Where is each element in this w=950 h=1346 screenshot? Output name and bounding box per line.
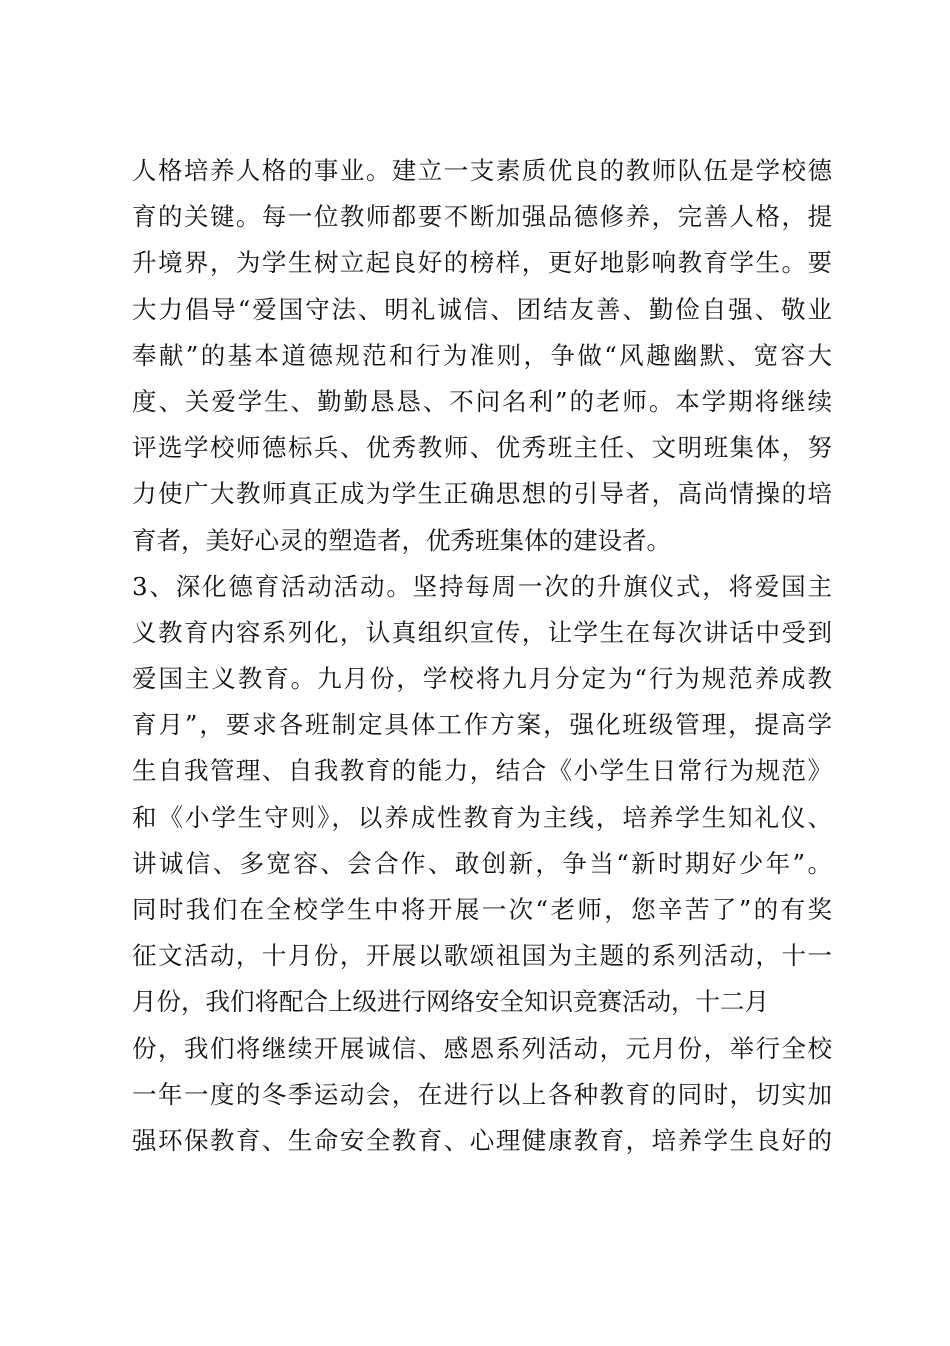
paragraph-end-line: 育者，美好心灵的塑造者，优秀班集体的建设者。 — [132, 525, 671, 555]
text-line: 征文活动，十月份，开展以歌颂祖国为主题的系列活动，十一 — [132, 941, 832, 971]
text-line: 力使广大教师真正成为学生正确思想的引导者，高尚情操的培 — [132, 479, 832, 509]
text-line: 同时我们在全校学生中将开展一次“老师，您辛苦了”的有奖 — [132, 895, 832, 924]
text-line: 评选学校师德标兵、优秀教师、优秀班主任、文明班集体，努 — [132, 433, 832, 463]
text-line: 讲诚信、多宽容、会合作、敢创新，争当“新时期好少年”。 — [132, 848, 832, 878]
text-line: 义教育内容系列化，认真组织宣传，让学生在每次讲话中受到 — [132, 617, 832, 647]
text-line: 育月”，要求各班制定具体工作方案，强化班级管理，提高学 — [132, 710, 832, 740]
text-line: 大力倡导“爱国守法、明礼诚信、团结友善、勤俭自强、敬业 — [132, 294, 832, 324]
body-text — [132, 148, 832, 1164]
text-line: 强环保教育、生命安全教育、心理健康教育，培养学生良好的 — [132, 1125, 832, 1155]
text-line: 和《小学生守则》，以养成性教育为主线，培养学生知礼仪、 — [132, 802, 832, 832]
section-heading-line: 3、深化德育活动活动。坚持每周一次的升旗仪式，将爱国主 — [132, 571, 832, 601]
text-line: 育的关键。每一位教师都要不断加强品德修养，完善人格，提 — [132, 202, 832, 232]
text-line: 爱国主义教育。九月份，学校将九月分定为“行为规范养成教 — [132, 664, 832, 694]
text-line: 度、关爱学生、勤勤恳恳、不问名利”的老师。本学期将继续 — [132, 386, 832, 416]
text-line: 生自我管理、自我教育的能力，结合《小学生日常行为规范》 — [132, 756, 832, 786]
text-line: 月份，我们将配合上级进行网络安全知识竞赛活动，十二月 — [132, 987, 769, 1017]
text-line: 升境界，为学生树立起良好的榜样，更好地影响教育学生。要 — [132, 248, 832, 278]
text-line: 一年一度的冬季运动会，在进行以上各种教育的同时，切实加 — [132, 1079, 832, 1109]
text-line: 份，我们将继续开展诚信、感恩系列活动，元月份，举行全校 — [132, 1033, 832, 1063]
text-line: 奉献”的基本道德规范和行为准则，争做“风趣幽默、宽容大 — [132, 340, 832, 370]
text-line: 人格培养人格的事业。建立一支素质优良的教师队伍是学校德 — [132, 156, 832, 185]
